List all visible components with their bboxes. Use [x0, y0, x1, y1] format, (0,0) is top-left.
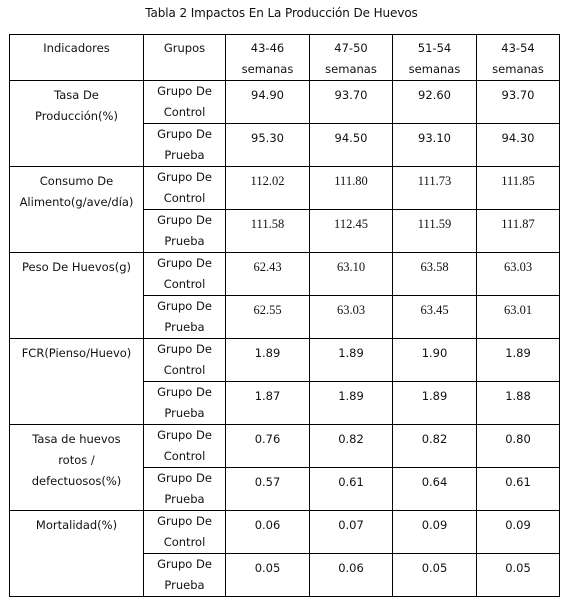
- value-cell: 93.70: [477, 81, 560, 124]
- group-label-line: Grupo De: [157, 299, 212, 313]
- group-cell-test: [144, 554, 226, 597]
- value-cell: 0.09: [393, 511, 477, 554]
- header-period-unit: semanas: [492, 62, 544, 76]
- indicator-label-line: Consumo De: [39, 174, 114, 188]
- value-cell: 63.01: [477, 296, 560, 339]
- value-cell: 0.09: [477, 511, 560, 554]
- header-row: [10, 35, 560, 81]
- indicator-cell: [10, 339, 144, 425]
- value-cell: 0.82: [310, 425, 393, 468]
- header-groups: Grupos: [144, 35, 226, 81]
- group-label-line: Grupo De: [157, 514, 212, 528]
- group-cell-control: [144, 425, 226, 468]
- group-label-line: Grupo De: [157, 84, 212, 98]
- table-row: [10, 253, 560, 296]
- group-label-line: Grupo De: [157, 471, 212, 485]
- indicator-label-line: Peso De Huevos(g): [22, 260, 131, 274]
- value-cell: 0.61: [477, 468, 560, 511]
- header-period-1: [226, 35, 310, 81]
- value-cell: 111.59: [393, 210, 477, 253]
- indicator-cell: [10, 167, 144, 253]
- value-cell: 1.89: [310, 339, 393, 382]
- indicator-cell: [10, 425, 144, 511]
- value-cell: 62.43: [226, 253, 310, 296]
- value-cell: 0.64: [393, 468, 477, 511]
- group-label-line: Control: [163, 191, 206, 205]
- group-label-line: Control: [163, 277, 206, 291]
- value-cell: 1.89: [226, 339, 310, 382]
- group-label-line: Prueba: [164, 492, 205, 506]
- table-row: [10, 167, 560, 210]
- header-period-range: 47-50: [334, 41, 368, 55]
- value-cell: 94.50: [310, 124, 393, 167]
- group-label-line: Control: [163, 535, 206, 549]
- header-period-4: [477, 35, 560, 81]
- value-cell: 0.82: [393, 425, 477, 468]
- group-cell-test: [144, 296, 226, 339]
- group-label-line: Grupo De: [157, 557, 212, 571]
- value-cell: 1.89: [477, 339, 560, 382]
- table-row: [10, 81, 560, 124]
- header-indicators: Indicadores: [10, 35, 144, 81]
- group-cell-test: [144, 210, 226, 253]
- header-period-range: 51-54: [417, 41, 452, 55]
- indicator-label-line: Tasa de huevos: [32, 432, 121, 446]
- indicator-label-line: Tasa De: [54, 88, 99, 102]
- value-cell: 0.05: [226, 554, 310, 597]
- header-period-2: [310, 35, 393, 81]
- value-cell: 0.06: [226, 511, 310, 554]
- group-label-line: Prueba: [164, 148, 205, 162]
- table-body: [10, 35, 560, 597]
- indicator-label-line: Alimento(g/ave/día): [19, 195, 134, 209]
- value-cell: 112.02: [226, 167, 310, 210]
- group-label-line: Grupo De: [157, 170, 212, 184]
- indicator-cell: [10, 81, 144, 167]
- group-label-line: Control: [163, 449, 206, 463]
- value-cell: 0.07: [310, 511, 393, 554]
- header-period-3: [393, 35, 477, 81]
- value-cell: 111.58: [226, 210, 310, 253]
- value-cell: 0.57: [226, 468, 310, 511]
- value-cell: 94.90: [226, 81, 310, 124]
- value-cell: 63.03: [477, 253, 560, 296]
- header-period-range: 43-54: [501, 41, 535, 55]
- indicator-label-line: defectuosos(%): [31, 474, 122, 488]
- group-cell-control: [144, 511, 226, 554]
- group-cell-test: [144, 124, 226, 167]
- value-cell: 0.80: [477, 425, 560, 468]
- production-table: [9, 34, 560, 597]
- indicator-cell: [10, 511, 144, 597]
- value-cell: 111.85: [477, 167, 560, 210]
- group-label-line: Grupo De: [157, 342, 212, 356]
- value-cell: 63.58: [393, 253, 477, 296]
- value-cell: 94.30: [477, 124, 560, 167]
- group-cell-control: [144, 167, 226, 210]
- group-label-line: Control: [163, 363, 206, 377]
- value-cell: 1.90: [393, 339, 477, 382]
- value-cell: 112.45: [310, 210, 393, 253]
- value-cell: 93.10: [393, 124, 477, 167]
- header-period-unit: semanas: [325, 62, 377, 76]
- value-cell: 63.10: [310, 253, 393, 296]
- group-label-line: Prueba: [164, 406, 205, 420]
- table-row: [10, 425, 560, 468]
- group-label-line: Grupo De: [157, 213, 212, 227]
- group-cell-test: [144, 382, 226, 425]
- group-label-line: Prueba: [164, 578, 205, 592]
- value-cell: 92.60: [393, 81, 477, 124]
- table-row: [10, 339, 560, 382]
- group-label-line: Grupo De: [157, 127, 212, 141]
- value-cell: 63.03: [310, 296, 393, 339]
- group-label-line: Prueba: [164, 234, 205, 248]
- indicator-label-line: Mortalidad(%): [35, 518, 118, 532]
- indicator-cell: [10, 253, 144, 339]
- table-title: Tabla 2 Impactos En La Producción De Huevos: [145, 6, 418, 20]
- indicator-label-line: FCR(Pienso/Huevo): [21, 346, 132, 360]
- group-label-line: Control: [163, 105, 206, 119]
- value-cell: 62.55: [226, 296, 310, 339]
- table-row: [10, 511, 560, 554]
- group-cell-control: [144, 339, 226, 382]
- group-cell-control: [144, 81, 226, 124]
- header-period-unit: semanas: [408, 62, 461, 76]
- group-label-line: Grupo De: [157, 256, 212, 270]
- value-cell: 63.45: [393, 296, 477, 339]
- value-cell: 111.80: [310, 167, 393, 210]
- value-cell: 0.05: [393, 554, 477, 597]
- header-period-unit: semanas: [241, 62, 294, 76]
- value-cell: 1.88: [477, 382, 560, 425]
- value-cell: 1.89: [393, 382, 477, 425]
- value-cell: 1.87: [226, 382, 310, 425]
- value-cell: 0.06: [310, 554, 393, 597]
- value-cell: 95.30: [226, 124, 310, 167]
- value-cell: 0.61: [310, 468, 393, 511]
- indicator-label-line: Producción(%): [35, 109, 118, 123]
- value-cell: 111.87: [477, 210, 560, 253]
- value-cell: 0.05: [477, 554, 560, 597]
- indicator-label-line: rotos /: [58, 453, 95, 467]
- group-cell-test: [144, 468, 226, 511]
- group-cell-control: [144, 253, 226, 296]
- value-cell: 0.76: [226, 425, 310, 468]
- value-cell: 111.73: [393, 167, 477, 210]
- value-cell: 93.70: [310, 81, 393, 124]
- header-period-range: 43-46: [250, 41, 285, 55]
- value-cell: 1.89: [310, 382, 393, 425]
- group-label-line: Grupo De: [157, 428, 212, 442]
- group-label-line: Prueba: [164, 320, 205, 334]
- group-label-line: Grupo De: [157, 385, 212, 399]
